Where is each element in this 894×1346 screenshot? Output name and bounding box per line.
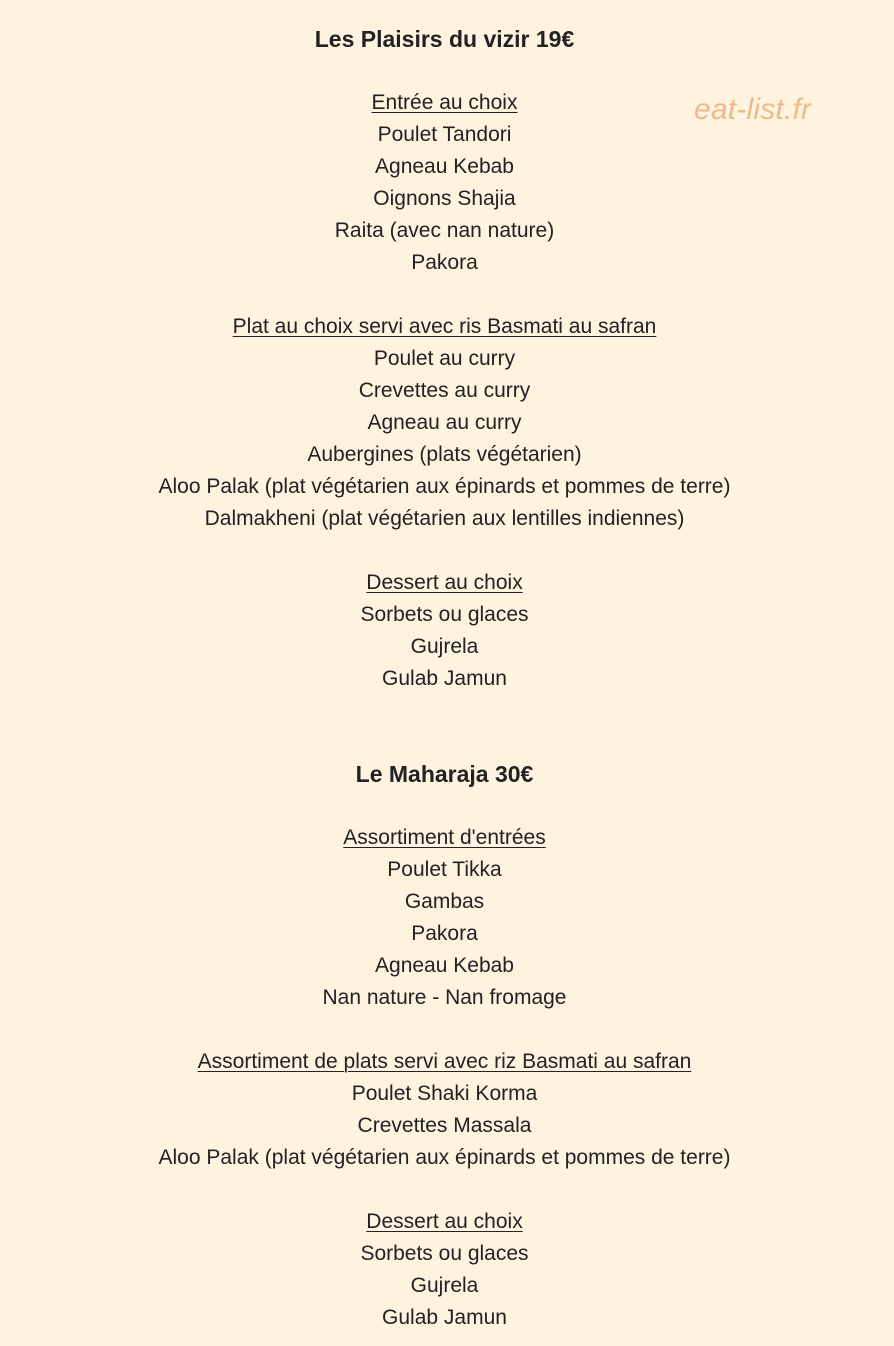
menu-vizir <box>0 23 889 695</box>
menu-item: Pakora <box>411 251 478 274</box>
section-desserts <box>0 1206 889 1334</box>
menu-item: Aubergines (plats végétarien) <box>307 443 582 466</box>
menu-item: Agneau Kebab <box>375 155 514 178</box>
section-entrees <box>0 87 889 279</box>
menu-item: Crevettes Massala <box>357 1114 532 1137</box>
section-heading: Assortiment de plats servi avec riz Basmati au safran <box>197 1050 692 1073</box>
menu-item: Agneau au curry <box>367 411 522 434</box>
menu-item: Gambas <box>404 890 485 913</box>
menu-item: Aloo Palak (plat végétarien aux épinards et pommes de terre) <box>158 475 731 498</box>
menu-item: Nan nature - Nan fromage <box>322 986 567 1009</box>
menu-item: Pakora <box>411 922 478 945</box>
section-heading: Assortiment d'entrées <box>343 826 546 849</box>
menu-item: Gulab Jamun <box>382 1306 507 1329</box>
menu-item: Raita (avec nan nature) <box>334 219 555 242</box>
menu-item: Gujrela <box>410 635 479 658</box>
menu-title: Les Plaisirs du vizir 19€ <box>314 26 575 52</box>
menu-item: Poulet au curry <box>373 347 516 370</box>
menu-item: Poulet Tikka <box>387 858 502 881</box>
menu-item: Gujrela <box>410 1274 479 1297</box>
menu-item: Gulab Jamun <box>382 667 507 690</box>
menu-item: Crevettes au curry <box>358 379 531 402</box>
menu-item: Sorbets ou glaces <box>360 603 529 626</box>
watermark: eat-list.fr <box>694 93 812 126</box>
menu-item: Sorbets ou glaces <box>360 1242 529 1265</box>
menu-item: Agneau Kebab <box>375 954 514 977</box>
menu-maharaja <box>0 758 889 1334</box>
section-plats <box>0 1046 889 1174</box>
menu-item: Oignons Shajia <box>373 187 516 210</box>
section-heading: Plat au choix servi avec ris Basmati au safran <box>232 315 657 338</box>
section-desserts <box>0 567 889 695</box>
section-entrees <box>0 822 889 1014</box>
menu-item: Poulet Tandori <box>377 123 512 146</box>
menu-title: Le Maharaja 30€ <box>355 761 534 787</box>
section-heading: Dessert au choix <box>366 1210 523 1233</box>
menu-item: Aloo Palak (plat végétarien aux épinards et pommes de terre) <box>158 1146 731 1169</box>
section-plats <box>0 311 889 535</box>
menu-item: Dalmakheni (plat végétarien aux lentilles indiennes) <box>204 507 685 530</box>
section-heading: Dessert au choix <box>366 571 523 594</box>
menu-item: Poulet Shaki Korma <box>351 1082 538 1105</box>
section-heading: Entrée au choix <box>371 91 518 114</box>
